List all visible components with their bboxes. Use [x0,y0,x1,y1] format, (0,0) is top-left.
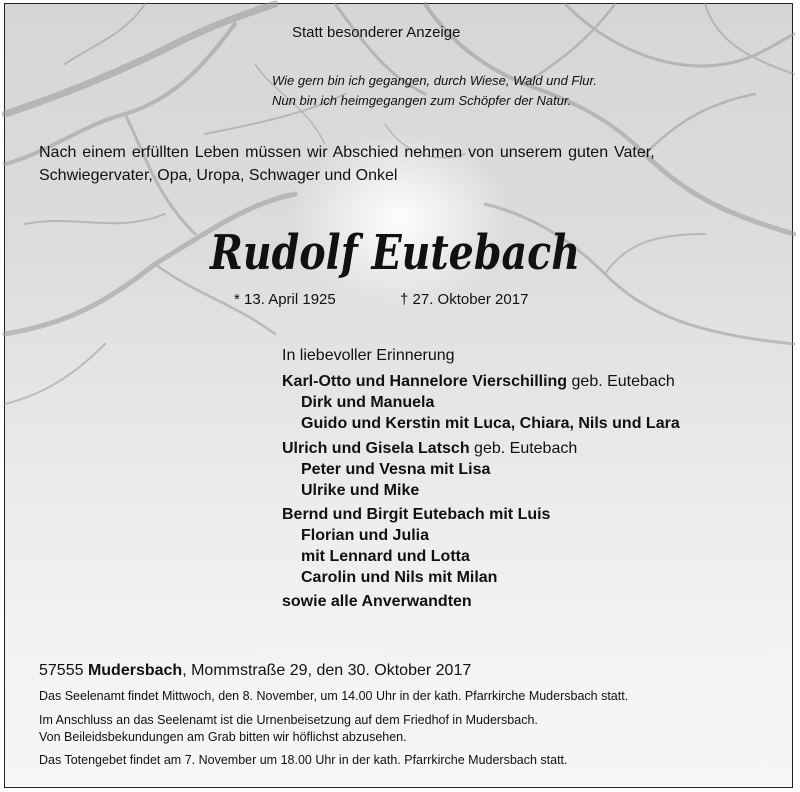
town-name: Mudersbach [87,662,183,679]
poem-line-2: Nun bin ich heimgegangen zum Schöpfer der Natur. [272,93,572,108]
death-date: † 27. Oktober 2017 [400,291,529,308]
note-condolences: Von Beileidsbekundungen am Grab bitten wir höflichst abzusehen. [39,730,407,744]
family-member: Guido und Kerstin mit Luca, Chiara, Nils und Lara [301,415,680,432]
poem-line-1: Wie gern bin ich gegangen, durch Wiese, Wald und Flur. [272,73,597,88]
family-member: Ulrike und Mike [301,482,420,499]
family-group-2-name: Ulrich und Gisela Latsch [282,440,470,457]
family-member: Dirk und Manuela [301,394,435,411]
deceased-name [210,221,590,281]
family-member: Peter und Vesna mit Lisa [301,461,491,478]
address-line [39,662,471,680]
family-member: mit Lennard und Lotta [301,548,470,565]
family-group-1-nee: geb. Eutebach [567,373,675,390]
intro-line-2: Schwiegervater, Opa, Uropa, Schwager und Onkel [39,167,398,184]
note-urn-burial: Im Anschluss an das Seelenamt ist die Urnenbeisetzung auf dem Friedhof in Mudersbach. [39,713,538,727]
family-group-2-nee: geb. Eutebach [469,440,578,457]
postal-code: 57555 [39,662,84,679]
notice-heading: Statt besonderer Anzeige [292,24,461,41]
note-evening-prayer: Das Totengebet findet am 7. November um 18.00 Uhr in der kath. Pfarrkirche Mudersbach statt. [39,753,568,767]
intro-line-1: Nach einem erfüllten Leben müssen wir Abschied nehmen von unserem guten Vater, [39,144,655,161]
family-group-1 [282,373,675,391]
family-group-3: Bernd und Birgit Eutebach mit Luis [282,506,551,523]
family-group-2 [282,440,577,458]
family-member: Carolin und Nils mit Milan [301,569,498,586]
obituary-card [4,3,793,788]
memory-line: In liebevoller Erinnerung [282,347,455,364]
other-relatives: sowie alle Anverwandten [282,593,472,610]
address-rest: , Mommstraße 29, den 30. Oktober 2017 [182,662,472,679]
family-group-1-name: Karl-Otto und Hannelore Vierschilling [282,373,568,390]
family-member: Florian und Julia [301,527,430,544]
svg-text:Rudolf Eutebach: Rudolf Eutebach [208,225,580,281]
birth-date: * 13. April 1925 [234,291,336,308]
note-requiem: Das Seelenamt findet Mittwoch, den 8. November, um 14.00 Uhr in der kath. Pfarrkirche Mudersbach statt. [39,689,629,703]
